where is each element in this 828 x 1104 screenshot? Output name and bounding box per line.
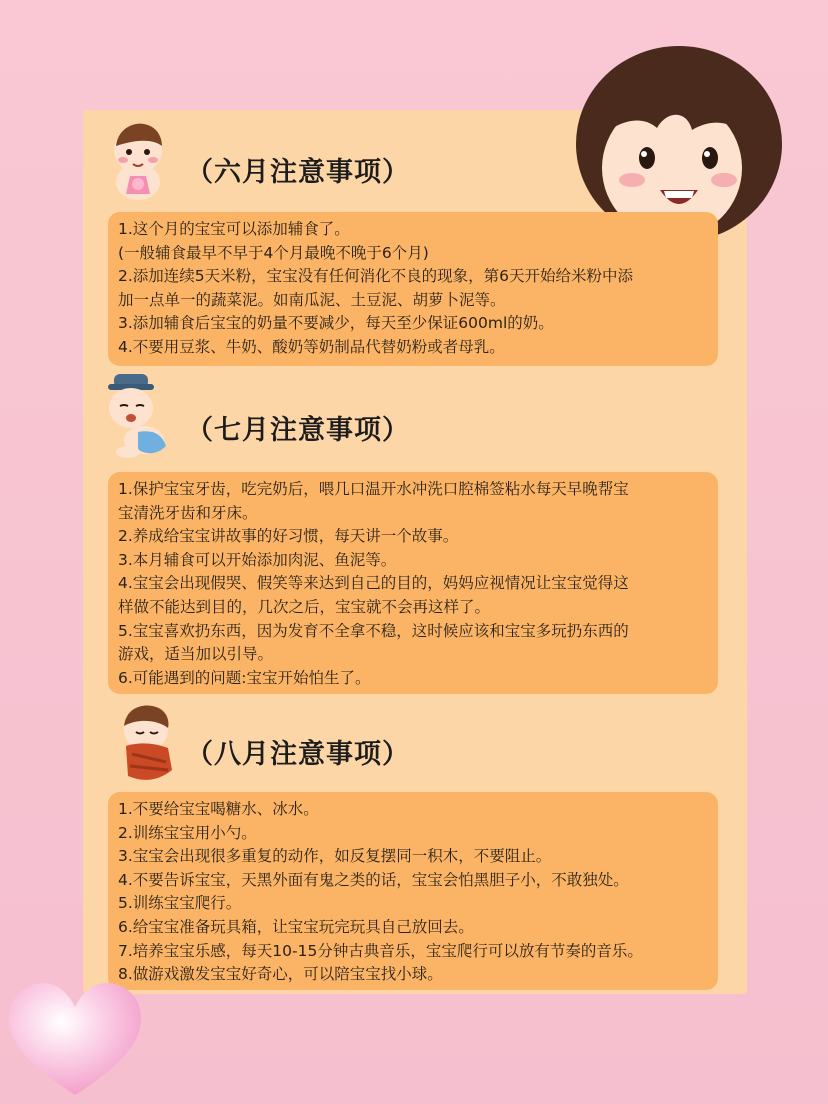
baby-crawling-icon [98,370,174,466]
list-item: 3.添加辅食后宝宝的奶量不要减少，每天至少保证600ml的奶。 [118,314,554,333]
notes-box-august [108,792,718,990]
list-item: 游戏，适当加以引导。 [118,645,274,664]
list-item: 6.给宝宝准备玩具箱，让宝宝玩完玩具自己放回去。 [118,917,474,936]
list-item: 样做不能达到目的，几次之后，宝宝就不会再这样了。 [118,597,491,616]
list-item: (一般辅食最早不早于4个月最晚不晚于6个月) [118,243,429,262]
list-item: 2.添加连续5天米粉，宝宝没有任何消化不良的现象，第6天开始给米粉中添 [118,267,634,286]
baby-sitting-icon [104,118,172,204]
list-item: 3.宝宝会出现很多重复的动作，如反复摆同一积木，不要阻止。 [118,847,552,866]
list-item: 加一点单一的蔬菜泥。如南瓜泥、土豆泥、胡萝卜泥等。 [118,290,506,309]
list-item: 1.保护宝宝牙齿，吃完奶后，喂几口温开水冲洗口腔棉签粘水每天早晚帮宝 [118,480,629,498]
section-title-july: （七月注意事项） [186,415,410,446]
list-item: 8.做游戏激发宝宝好奇心，可以陪宝宝找小球。 [118,965,443,984]
section-title-august: （八月注意事项） [186,739,410,770]
notes-box-june [108,212,718,366]
list-item: 5.宝宝喜欢扔东西，因为发育不全拿不稳，这时候应该和宝宝多玩扔东西的 [118,621,629,640]
swaddled-baby-icon [112,700,182,786]
notes-box-july [108,472,718,694]
list-item: 1.不要给宝宝喝糖水、冰水。 [118,800,319,818]
list-item: 1.这个月的宝宝可以添加辅食了。 [118,220,350,238]
list-item: 5.训练宝宝爬行。 [118,894,242,913]
list-item: 宝清洗牙齿和牙床。 [118,503,258,522]
list-item: 3.本月辅食可以开始添加肉泥、鱼泥等。 [118,550,397,569]
list-item: 7.培养宝宝乐感，每天10-15分钟古典音乐，宝宝爬行可以放有节奏的音乐。 [118,941,643,960]
list-item: 2.养成给宝宝讲故事的好习惯，每天讲一个故事。 [118,527,459,546]
list-item: 4.不要告诉宝宝，天黑外面有鬼之类的话，宝宝会怕黑胆子小，不敢独处。 [118,870,629,889]
list-item: 4.不要用豆浆、牛奶、酸奶等奶制品代替奶粉或者母乳。 [118,337,505,356]
section-title-june: （六月注意事项） [186,157,410,188]
list-item: 2.训练宝宝用小勺。 [118,823,257,842]
list-item: 4.宝宝会出现假哭、假笑等来达到自己的目的，妈妈应视情况让宝宝觉得这 [118,574,629,593]
heart-icon [0,965,150,1104]
list-item: 6.可能遇到的问题:宝宝开始怕生了。 [118,668,371,687]
